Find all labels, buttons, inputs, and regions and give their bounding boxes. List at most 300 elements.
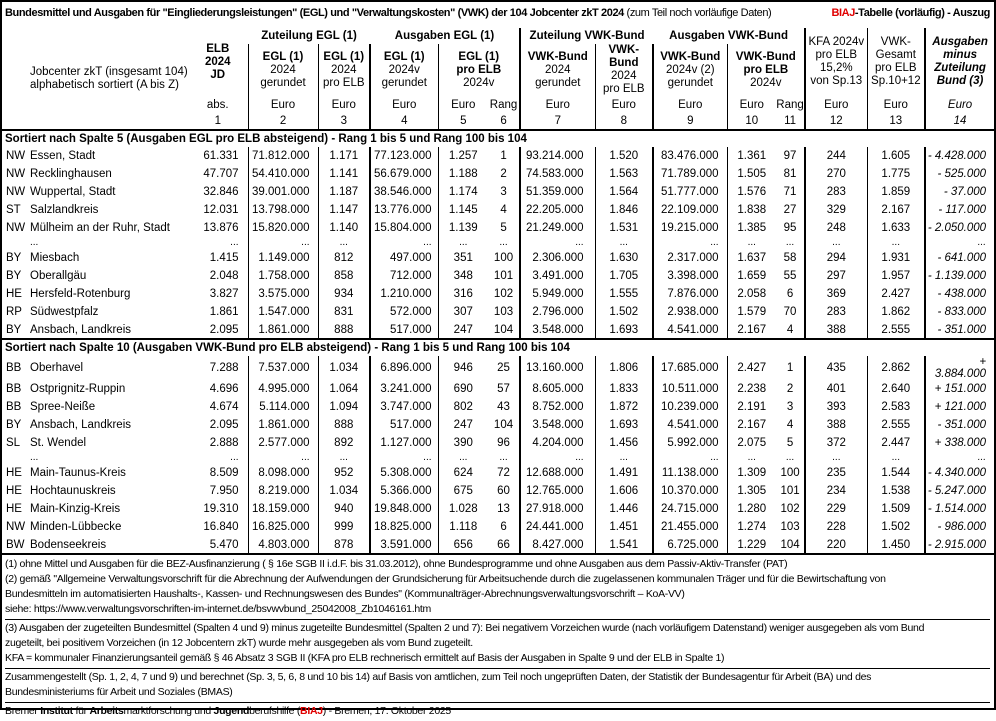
cell-elb: 16.840 bbox=[203, 521, 239, 533]
col8-header: VWK-Bund 2024 pro ELB bbox=[595, 44, 653, 96]
cell-zuteilung-vwk: 2.796.000 bbox=[520, 303, 595, 321]
cell-vwk-pro-elb-ausgaben: 1.274 bbox=[727, 518, 776, 536]
cell-vwk-rang: 70 bbox=[783, 306, 797, 318]
cell-kfa: 297 bbox=[805, 267, 867, 285]
compiled-note-line1: Zusammengestellt (Sp. 1, 2, 4, 7 und 9) und berechnet (Sp. 3, 5, 6, 8 und 10 bis 14) auf Basis von amtlichen, zum Teil noch ungeprüften Daten, der Statistik der Bundesagentur für Arbeit (BA) und des bbox=[5, 671, 872, 683]
cell-egl-pro-elb-ausgaben: 1.118 bbox=[438, 518, 488, 536]
cell-ausgaben-vwk: 2.938.000 bbox=[653, 303, 727, 321]
cell-egl-pro-elb-zuteilung: 831 bbox=[318, 303, 370, 321]
cell-vwk-pro-elb-ausgaben: 1.361 bbox=[727, 147, 776, 165]
jobcenter-name: Ansbach, Landkreis bbox=[30, 323, 132, 336]
table-row bbox=[2, 249, 994, 267]
cell-vwk-pro-elb-ausgaben: ... bbox=[727, 452, 776, 464]
cell-ausgaben-egl: 497.000 bbox=[370, 249, 438, 267]
cell-kfa: 372 bbox=[805, 434, 867, 452]
col-diff-header: Ausgaben minus Zuteilung Bund (3) bbox=[925, 28, 994, 96]
cell-zuteilung-vwk: 3.548.000 bbox=[520, 321, 595, 339]
cell-vwk-gesamt: ... bbox=[867, 237, 925, 249]
footnote-3-line2: zugeteilt, bei positivem Vorzeichen (in 12 Jobcentern zkT) wurde mehr ausgegeben als vom Bund zugeteilt. bbox=[5, 637, 473, 649]
jobcenter-name: St. Wendel bbox=[30, 437, 87, 449]
cell-vwk-rang: 4 bbox=[786, 323, 794, 336]
cell-ausgaben-vwk: 11.138.000 bbox=[653, 464, 727, 482]
cell-vwk-gesamt: 1.605 bbox=[867, 147, 925, 165]
jobcenter-name: ... bbox=[30, 237, 39, 248]
cell-kfa: 244 bbox=[805, 147, 867, 165]
biaj-table-label bbox=[831, 7, 990, 19]
cell-zuteilung-vwk: 8.752.000 bbox=[520, 398, 595, 416]
cell-egl-pro-elb-ausgaben: 1.145 bbox=[438, 201, 488, 219]
cell-elb: 32.846 bbox=[203, 186, 239, 198]
source-url[interactable]: https://www.verwaltungsvorschriften-im-internet.de/bsvwvbund_25042008_Zb1046161.htm bbox=[33, 603, 431, 615]
cell-zuteilung-egl: 1.861.000 bbox=[248, 321, 318, 339]
cell-egl-pro-elb-zuteilung: 888 bbox=[318, 321, 370, 339]
footnote-2-line1: (2) gemäß "Allgemeine Verwaltungsvorschrift für die Abrechnung der Aufwendungen der Grundsicherung für Arbeitsuchende durch die zugelassenen kommunalen Träger und für die Bewirtschaftung von bbox=[5, 573, 886, 585]
col-vwk-gesamt-header: VWK- Gesamt pro ELB Sp.10+12 bbox=[867, 28, 925, 96]
table-row bbox=[2, 416, 994, 434]
cell-vwk-gesamt: 1.509 bbox=[867, 500, 925, 518]
cell-kfa: 248 bbox=[805, 219, 867, 237]
cell-ausgaben-egl: 712.000 bbox=[370, 267, 438, 285]
cell-ausgaben-vwk: 4.541.000 bbox=[653, 416, 727, 434]
jobcenter-name: Salzlandkreis bbox=[30, 204, 99, 216]
ellipsis-row bbox=[2, 237, 994, 249]
table-row bbox=[2, 434, 994, 452]
cell-ausgaben-vwk: 19.215.000 bbox=[653, 219, 727, 237]
cell-egl-pro-elb-zuteilung: 858 bbox=[318, 267, 370, 285]
cell-egl-rang: 101 bbox=[493, 270, 514, 282]
cell-zuteilung-vwk: ... bbox=[520, 452, 595, 464]
state-code: BB bbox=[6, 401, 22, 413]
footnote-block-3-kfa bbox=[5, 619, 990, 668]
col7-header: VWK-Bund 2024 gerundet bbox=[520, 44, 595, 96]
cell-egl-pro-elb-ausgaben: 316 bbox=[438, 285, 488, 303]
cell-ausgaben-vwk: 3.398.000 bbox=[653, 267, 727, 285]
state-code: NW bbox=[6, 186, 26, 198]
cell-kfa: 270 bbox=[805, 165, 867, 183]
cell-ausgaben-vwk: 22.109.000 bbox=[653, 201, 727, 219]
cell-diff: - 525.000 bbox=[925, 165, 994, 183]
cell-vwk-pro-elb-zuteilung: 1.846 bbox=[595, 201, 653, 219]
cell-egl-pro-elb-zuteilung: 940 bbox=[318, 500, 370, 518]
credit-block bbox=[5, 702, 990, 721]
state-code: BY bbox=[6, 270, 22, 282]
cell-diff: - 351.000 bbox=[925, 416, 994, 434]
cell-vwk-pro-elb-ausgaben: 1.659 bbox=[727, 267, 776, 285]
cell-egl-pro-elb-zuteilung: 1.171 bbox=[318, 147, 370, 165]
cell-kfa: 388 bbox=[805, 321, 867, 339]
cell-zuteilung-egl: 8.098.000 bbox=[248, 464, 318, 482]
cell-zuteilung-egl: ... bbox=[248, 237, 318, 249]
col-kfa-header: KFA 2024v pro ELB 15,2% von Sp.13 bbox=[805, 28, 867, 96]
section-title: Sortiert nach Spalte 10 (Ausgaben VWK-Bund pro ELB absteigend) - Rang 1 bis 5 und Rang 100 bis 104 bbox=[2, 339, 994, 356]
page-title-suffix: (zum Teil noch vorläufige Daten) bbox=[623, 7, 772, 19]
cell-vwk-pro-elb-zuteilung: 1.564 bbox=[595, 183, 653, 201]
cell-kfa: 283 bbox=[805, 303, 867, 321]
cell-egl-pro-elb-ausgaben: 1.188 bbox=[438, 165, 488, 183]
cell-kfa: ... bbox=[805, 452, 867, 464]
cell-ausgaben-egl: ... bbox=[370, 452, 438, 464]
cell-ausgaben-egl: 56.679.000 bbox=[370, 165, 438, 183]
cell-vwk-rang: ... bbox=[785, 452, 795, 463]
cell-ausgaben-vwk: ... bbox=[653, 452, 727, 464]
cell-elb: 12.031 bbox=[203, 204, 239, 216]
cell-ausgaben-egl: 1.210.000 bbox=[370, 285, 438, 303]
cell-vwk-pro-elb-ausgaben: 1.838 bbox=[727, 201, 776, 219]
cell-ausgaben-vwk: 2.317.000 bbox=[653, 249, 727, 267]
table-row bbox=[2, 518, 994, 536]
cell-kfa: 220 bbox=[805, 536, 867, 554]
cell-vwk-pro-elb-ausgaben: 2.167 bbox=[727, 416, 776, 434]
cell-ausgaben-egl: 517.000 bbox=[370, 321, 438, 339]
footnotes bbox=[2, 555, 994, 721]
section-header-row bbox=[2, 339, 994, 356]
group-ausgaben-vwk: Ausgaben VWK-Bund bbox=[669, 30, 788, 42]
jobcenter-name: Bodenseekreis bbox=[30, 538, 107, 551]
cell-kfa: 228 bbox=[805, 518, 867, 536]
cell-egl-pro-elb-ausgaben: 348 bbox=[438, 267, 488, 285]
jobcenter-name: Main-Kinzig-Kreis bbox=[30, 503, 121, 515]
table-row bbox=[2, 303, 994, 321]
cell-egl-pro-elb-ausgaben: 675 bbox=[438, 482, 488, 500]
cell-zuteilung-vwk: 22.205.000 bbox=[520, 201, 595, 219]
cell-egl-pro-elb-ausgaben: 1.174 bbox=[438, 183, 488, 201]
cell-diff: - 641.000 bbox=[925, 249, 994, 267]
cell-zuteilung-egl: 71.812.000 bbox=[248, 147, 318, 165]
cell-vwk-pro-elb-ausgaben: 2.191 bbox=[727, 398, 776, 416]
cell-ausgaben-vwk: 7.876.000 bbox=[653, 285, 727, 303]
credit-text: ) - Bremen, 17. Oktober 2025 bbox=[322, 705, 451, 717]
jobcenter-header-line2: alphabetisch sortiert (A bis Z) bbox=[30, 78, 179, 91]
cell-egl-pro-elb-zuteilung: 1.064 bbox=[318, 380, 370, 398]
cell-zuteilung-egl: 18.159.000 bbox=[248, 500, 318, 518]
cell-elb: 2.095 bbox=[209, 323, 239, 336]
table-row bbox=[2, 321, 994, 339]
cell-zuteilung-egl: ... bbox=[248, 452, 318, 464]
state-code: SL bbox=[6, 437, 21, 449]
cell-vwk-gesamt: 1.859 bbox=[867, 183, 925, 201]
cell-ausgaben-egl: 77.123.000 bbox=[370, 147, 438, 165]
cell-vwk-gesamt: 2.447 bbox=[867, 434, 925, 452]
cell-elb: 2.048 bbox=[209, 270, 239, 282]
table-body bbox=[2, 130, 994, 554]
cell-diff: + 151.000 bbox=[925, 380, 994, 398]
cell-vwk-pro-elb-zuteilung: 1.693 bbox=[595, 321, 653, 339]
cell-vwk-pro-elb-ausgaben: 1.579 bbox=[727, 303, 776, 321]
cell-zuteilung-vwk: 3.548.000 bbox=[520, 416, 595, 434]
cell-vwk-pro-elb-zuteilung: ... bbox=[595, 237, 653, 249]
table-row bbox=[2, 356, 994, 380]
cell-diff: - 438.000 bbox=[925, 285, 994, 303]
cell-egl-pro-elb-zuteilung: 812 bbox=[318, 249, 370, 267]
cell-vwk-rang: 6 bbox=[786, 288, 794, 300]
table-row bbox=[2, 147, 994, 165]
credit-text: für bbox=[72, 705, 90, 717]
cell-vwk-pro-elb-ausgaben: 1.309 bbox=[727, 464, 776, 482]
group-zuteilung-vwk: Zuteilung VWK-Bund bbox=[520, 28, 653, 44]
jobcenter-name: Main-Taunus-Kreis bbox=[30, 467, 126, 479]
credit-text: Arbeits bbox=[89, 705, 124, 717]
cell-diff: + 3.884.000 bbox=[925, 356, 994, 380]
cell-egl-rang: 13 bbox=[497, 503, 510, 515]
cell-vwk-rang: 27 bbox=[783, 204, 797, 216]
cell-egl-pro-elb-ausgaben: ... bbox=[438, 452, 488, 464]
cell-elb: 5.470 bbox=[209, 538, 239, 551]
cell-egl-pro-elb-zuteilung: 888 bbox=[318, 416, 370, 434]
state-code: NW bbox=[6, 521, 26, 533]
cell-egl-pro-elb-zuteilung: 1.187 bbox=[318, 183, 370, 201]
cell-vwk-pro-elb-zuteilung: 1.606 bbox=[595, 482, 653, 500]
cell-diff: ... bbox=[925, 237, 994, 249]
cell-egl-rang: 102 bbox=[493, 288, 514, 300]
state-code: NW bbox=[6, 222, 26, 234]
cell-ausgaben-vwk: 83.476.000 bbox=[653, 147, 727, 165]
cell-egl-rang: 5 bbox=[500, 222, 507, 234]
group-ausgaben-egl: Ausgaben EGL (1) bbox=[394, 30, 495, 42]
cell-elb: 61.331 bbox=[203, 150, 239, 162]
state-code: NW bbox=[6, 168, 26, 180]
cell-kfa: 283 bbox=[805, 183, 867, 201]
source-link-line bbox=[5, 602, 990, 617]
jobcenter-header-line1: Jobcenter zkT (insgesamt 104) bbox=[30, 65, 188, 78]
cell-zuteilung-egl: 54.410.000 bbox=[248, 165, 318, 183]
jobcenter-data-table bbox=[2, 28, 994, 555]
source-link-label: siehe: bbox=[5, 603, 34, 615]
cell-zuteilung-vwk: 74.583.000 bbox=[520, 165, 595, 183]
cell-elb: 2.888 bbox=[209, 437, 239, 449]
cell-egl-pro-elb-zuteilung: 999 bbox=[318, 518, 370, 536]
cell-vwk-pro-elb-zuteilung: 1.541 bbox=[595, 536, 653, 554]
cell-ausgaben-egl: 1.127.000 bbox=[370, 434, 438, 452]
cell-zuteilung-vwk: 8.427.000 bbox=[520, 536, 595, 554]
col2-header: EGL (1) 2024 gerundet bbox=[248, 44, 318, 96]
ellipsis-row bbox=[2, 452, 994, 464]
cell-ausgaben-vwk: 10.511.000 bbox=[653, 380, 727, 398]
cell-egl-pro-elb-ausgaben: 351 bbox=[438, 249, 488, 267]
cell-egl-pro-elb-zuteilung: 1.094 bbox=[318, 398, 370, 416]
cell-zuteilung-egl: 15.820.000 bbox=[248, 219, 318, 237]
cell-egl-rang: 72 bbox=[497, 467, 510, 479]
cell-zuteilung-egl: 5.114.000 bbox=[248, 398, 318, 416]
cell-vwk-gesamt: 1.775 bbox=[867, 165, 925, 183]
cell-kfa: 235 bbox=[805, 464, 867, 482]
cell-zuteilung-egl: 7.537.000 bbox=[248, 356, 318, 380]
col9-header: VWK-Bund 2024v (2) gerundet bbox=[653, 44, 727, 96]
cell-ausgaben-vwk: 21.455.000 bbox=[653, 518, 727, 536]
section-title: Sortiert nach Spalte 5 (Ausgaben EGL pro ELB absteigend) - Rang 1 bis 5 und Rang 100 bis 104 bbox=[2, 130, 994, 147]
compiled-note-line2: Bundesministeriums für Arbeit und Soziales (BMAS) bbox=[5, 686, 233, 698]
cell-vwk-gesamt: 1.957 bbox=[867, 267, 925, 285]
cell-egl-pro-elb-ausgaben: 247 bbox=[438, 321, 488, 339]
cell-zuteilung-vwk: 24.441.000 bbox=[520, 518, 595, 536]
cell-zuteilung-vwk: 51.359.000 bbox=[520, 183, 595, 201]
cell-vwk-pro-elb-zuteilung: 1.630 bbox=[595, 249, 653, 267]
cell-vwk-rang: 71 bbox=[783, 186, 797, 198]
cell-ausgaben-egl: 15.804.000 bbox=[370, 219, 438, 237]
jobcenter-name: Hochtaunuskreis bbox=[30, 485, 116, 497]
cell-ausgaben-egl: 38.546.000 bbox=[370, 183, 438, 201]
biaj-acronym: BIAJ bbox=[831, 7, 855, 19]
cell-vwk-pro-elb-zuteilung: 1.451 bbox=[595, 518, 653, 536]
cell-vwk-rang: 81 bbox=[783, 168, 797, 180]
col5-6-header: EGL (1) pro ELB 2024v bbox=[438, 44, 520, 96]
cell-vwk-rang: 102 bbox=[780, 503, 800, 515]
cell-kfa: 229 bbox=[805, 500, 867, 518]
table-header bbox=[2, 28, 994, 130]
col3-header: EGL (1) 2024 pro ELB bbox=[318, 44, 370, 96]
cell-vwk-pro-elb-ausgaben: 1.505 bbox=[727, 165, 776, 183]
cell-vwk-gesamt: 1.450 bbox=[867, 536, 925, 554]
cell-egl-pro-elb-zuteilung: 892 bbox=[318, 434, 370, 452]
cell-egl-pro-elb-zuteilung: 1.147 bbox=[318, 201, 370, 219]
jobcenter-name: Ansbach, Landkreis bbox=[30, 419, 132, 431]
cell-kfa: 369 bbox=[805, 285, 867, 303]
table-row bbox=[2, 482, 994, 500]
table-row bbox=[2, 285, 994, 303]
cell-egl-rang: ... bbox=[499, 452, 508, 463]
cell-egl-rang: 100 bbox=[493, 252, 514, 264]
cell-egl-pro-elb-ausgaben: 390 bbox=[438, 434, 488, 452]
cell-vwk-pro-elb-zuteilung: 1.693 bbox=[595, 416, 653, 434]
cell-egl-rang: 2 bbox=[500, 168, 507, 180]
cell-ausgaben-egl: ... bbox=[370, 237, 438, 249]
state-code bbox=[2, 452, 30, 464]
cell-kfa: 329 bbox=[805, 201, 867, 219]
jobcenter-name: ... bbox=[30, 452, 39, 463]
cell-vwk-pro-elb-ausgaben: 1.280 bbox=[727, 500, 776, 518]
cell-egl-rang: 43 bbox=[497, 401, 510, 413]
cell-ausgaben-vwk: 5.992.000 bbox=[653, 434, 727, 452]
cell-kfa: ... bbox=[805, 237, 867, 249]
jobcenter-name: Oberhavel bbox=[30, 362, 84, 374]
state-code: RP bbox=[6, 306, 22, 318]
cell-egl-pro-elb-zuteilung: 1.141 bbox=[318, 165, 370, 183]
cell-vwk-gesamt: 2.583 bbox=[867, 398, 925, 416]
cell-vwk-pro-elb-zuteilung: ... bbox=[595, 452, 653, 464]
biaj-table-label-rest: -Tabelle (vorläufig) - Auszug bbox=[854, 7, 990, 19]
table-row bbox=[2, 219, 994, 237]
cell-elb: 1.415 bbox=[209, 252, 239, 264]
cell-ausgaben-vwk: 6.725.000 bbox=[653, 536, 727, 554]
cell-elb: 8.509 bbox=[209, 467, 239, 479]
cell-egl-pro-elb-ausgaben: 802 bbox=[438, 398, 488, 416]
cell-zuteilung-egl: 16.825.000 bbox=[248, 518, 318, 536]
jobcenter-name: Oberallgäu bbox=[30, 270, 87, 282]
cell-egl-pro-elb-ausgaben: 946 bbox=[438, 356, 488, 380]
credit-line bbox=[5, 704, 990, 719]
cell-egl-rang: 96 bbox=[497, 437, 510, 449]
footnote-2-line2: Bundesmitteln im automatisierten Haushalts-, Kassen- und Rechnungswesen des Bundes" (Kommunalträger-Abrechnungsverwaltungsvorschrift – KoA-VV) bbox=[5, 588, 685, 600]
cell-diff: - 2.915.000 bbox=[925, 536, 994, 554]
col-elb-header: ELB 2024 JD bbox=[204, 42, 231, 81]
footnote-3-line1: (3) Ausgaben der zugeteilten Bundesmittel (Spalten 4 und 9) minus zugeteilte Bundesmittel (Spalten 2 und 7): Bei negativem Vorzeichen wurde (nach vorläufigem Datenstand) weniger ausgegeben als vom Bund bbox=[5, 622, 925, 634]
cell-egl-pro-elb-ausgaben: 624 bbox=[438, 464, 488, 482]
credit-text: berufshilfe ( bbox=[249, 705, 301, 717]
cell-egl-rang: 103 bbox=[493, 306, 514, 318]
cell-vwk-pro-elb-zuteilung: 1.446 bbox=[595, 500, 653, 518]
biaj-acronym-credit: BIAJ bbox=[300, 705, 323, 717]
cell-ausgaben-vwk: 24.715.000 bbox=[653, 500, 727, 518]
jobcenter-name: Hersfeld-Rotenburg bbox=[30, 288, 131, 300]
cell-egl-rang: 6 bbox=[500, 521, 507, 533]
cell-diff: + 121.000 bbox=[925, 398, 994, 416]
cell-diff: - 351.000 bbox=[925, 321, 994, 339]
cell-zuteilung-vwk: 4.204.000 bbox=[520, 434, 595, 452]
cell-vwk-gesamt: 2.555 bbox=[867, 321, 925, 339]
cell-egl-pro-elb-ausgaben: 690 bbox=[438, 380, 488, 398]
cell-vwk-pro-elb-zuteilung: 1.531 bbox=[595, 219, 653, 237]
jobcenter-name: Mülheim an der Ruhr, Stadt bbox=[30, 222, 170, 234]
cell-vwk-rang: 3 bbox=[786, 401, 794, 413]
cell-zuteilung-egl: 4.803.000 bbox=[248, 536, 318, 554]
cell-vwk-pro-elb-ausgaben: 2.427 bbox=[727, 356, 776, 380]
cell-ausgaben-egl: 5.366.000 bbox=[370, 482, 438, 500]
cell-egl-pro-elb-zuteilung: ... bbox=[318, 237, 370, 249]
cell-kfa: 388 bbox=[805, 416, 867, 434]
cell-ausgaben-egl: 18.825.000 bbox=[370, 518, 438, 536]
cell-egl-pro-elb-zuteilung: 952 bbox=[318, 464, 370, 482]
cell-egl-pro-elb-ausgaben: ... bbox=[438, 237, 488, 249]
jobcenter-name: Recklinghausen bbox=[30, 168, 112, 180]
cell-egl-pro-elb-ausgaben: 1.028 bbox=[438, 500, 488, 518]
cell-egl-rang: 57 bbox=[497, 383, 510, 395]
col4-header: EGL (1) 2024v gerundet bbox=[370, 44, 438, 96]
cell-vwk-rang: 100 bbox=[780, 467, 800, 479]
units-row: abs. Euro Euro Euro Euro Rang Euro Euro Euro Euro Rang Euro Euro Euro bbox=[2, 96, 994, 113]
cell-vwk-pro-elb-ausgaben: 2.238 bbox=[727, 380, 776, 398]
cell-zuteilung-vwk: 3.491.000 bbox=[520, 267, 595, 285]
cell-zuteilung-egl: 2.577.000 bbox=[248, 434, 318, 452]
group-zuteilung-egl: Zuteilung EGL (1) bbox=[261, 30, 357, 42]
cell-diff: + 338.000 bbox=[925, 434, 994, 452]
cell-kfa: 393 bbox=[805, 398, 867, 416]
cell-vwk-pro-elb-zuteilung: 1.705 bbox=[595, 267, 653, 285]
state-code: BB bbox=[6, 383, 22, 395]
cell-zuteilung-vwk: 8.605.000 bbox=[520, 380, 595, 398]
col10-11-header: VWK-Bund pro ELB 2024v bbox=[727, 44, 805, 96]
jobcenter-name: Südwestpfalz bbox=[30, 306, 99, 318]
cell-ausgaben-vwk: 4.541.000 bbox=[653, 321, 727, 339]
state-code: BY bbox=[6, 323, 22, 336]
cell-elb: 4.696 bbox=[209, 383, 239, 395]
cell-ausgaben-egl: 19.848.000 bbox=[370, 500, 438, 518]
table-row bbox=[2, 165, 994, 183]
jobcenter-name: Essen, Stadt bbox=[30, 150, 96, 162]
cell-vwk-pro-elb-ausgaben: 1.305 bbox=[727, 482, 776, 500]
table-row bbox=[2, 183, 994, 201]
state-code bbox=[2, 237, 30, 249]
state-code: HE bbox=[6, 288, 22, 300]
jobcenter-column-header bbox=[2, 28, 188, 130]
cell-vwk-pro-elb-zuteilung: 1.555 bbox=[595, 285, 653, 303]
table-row bbox=[2, 267, 994, 285]
cell-diff: - 4.340.000 bbox=[925, 464, 994, 482]
cell-zuteilung-vwk: 5.949.000 bbox=[520, 285, 595, 303]
cell-egl-pro-elb-ausgaben: 247 bbox=[438, 416, 488, 434]
cell-egl-rang: 60 bbox=[497, 485, 510, 497]
cell-zuteilung-egl: 1.547.000 bbox=[248, 303, 318, 321]
state-code: BW bbox=[6, 538, 25, 551]
cell-elb: 3.827 bbox=[209, 288, 239, 300]
cell-zuteilung-vwk: 12.688.000 bbox=[520, 464, 595, 482]
cell-ausgaben-egl: 572.000 bbox=[370, 303, 438, 321]
cell-vwk-rang: 95 bbox=[783, 222, 797, 234]
cell-zuteilung-egl: 1.861.000 bbox=[248, 416, 318, 434]
cell-vwk-gesamt: 1.544 bbox=[867, 464, 925, 482]
cell-vwk-pro-elb-ausgaben: 2.075 bbox=[727, 434, 776, 452]
cell-kfa: 435 bbox=[805, 356, 867, 380]
cell-egl-rang: 104 bbox=[493, 323, 514, 336]
jobcenter-name: Miesbach bbox=[30, 252, 80, 264]
